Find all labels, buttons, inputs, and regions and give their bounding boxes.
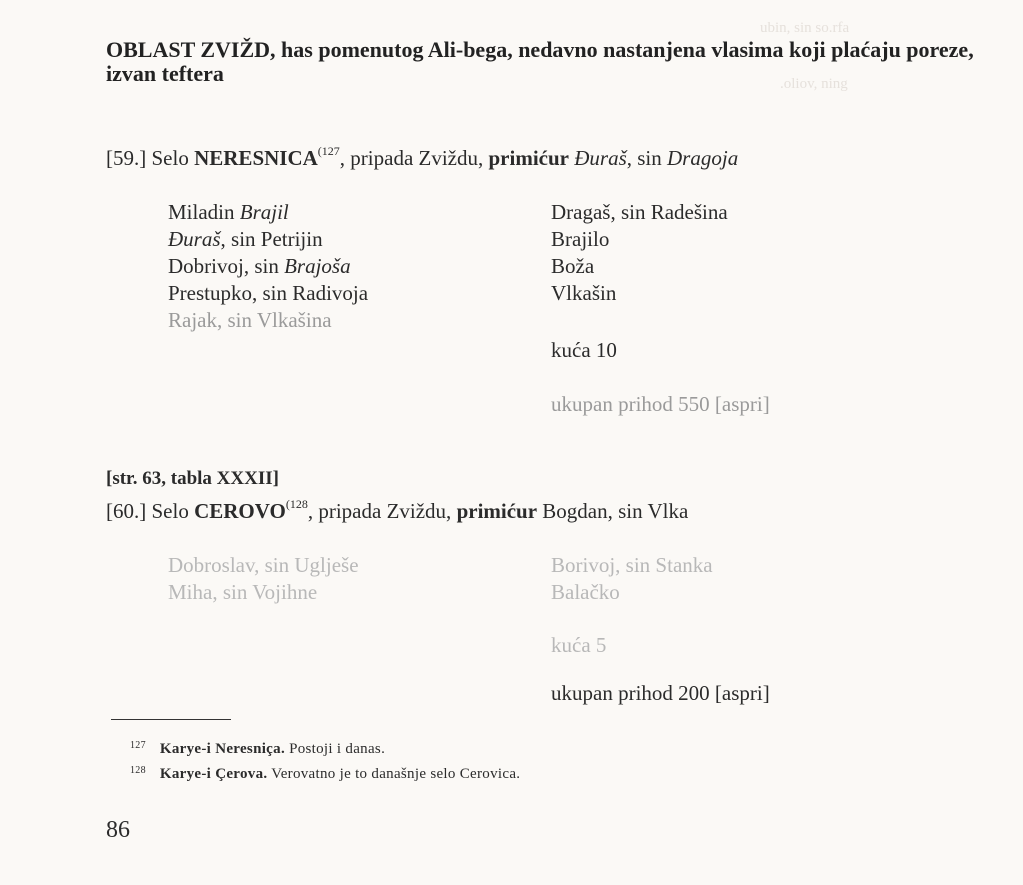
page-reference: [str. 63, tabla XXXII] [106, 468, 279, 489]
list-item: Balačko [551, 580, 620, 604]
holder-sep: , sin [626, 146, 662, 170]
footnote-text: Verovatno je to današnje selo Cerovica. [271, 766, 521, 782]
footnote [130, 736, 385, 759]
house-count: kuća 5 [551, 633, 607, 657]
village-prefix: Selo [151, 146, 189, 170]
left-name-list [168, 199, 368, 334]
bleed-through-text: .oliov, ning [780, 76, 848, 92]
footnote-term: Karye-i Neresniça. [159, 741, 285, 757]
left-name-list [168, 552, 359, 606]
holder-name: Đuraš [574, 146, 627, 170]
list-item: Miladin Brajil [168, 200, 289, 224]
right-name-list [551, 199, 728, 307]
footnote [130, 761, 520, 784]
list-item: Vlkašin [551, 281, 617, 305]
entry-heading-60 [106, 499, 688, 523]
role-label: primićur [456, 499, 538, 523]
holder-name: Bogdan, sin Vlka [542, 499, 689, 523]
house-count: kuća 10 [551, 338, 617, 362]
entry-heading-59 [106, 146, 738, 170]
entry-middle: , pripada Zviždu, [339, 146, 484, 170]
entry-number: [60.] [106, 499, 147, 523]
list-item: Miha, sin Vojihne [168, 580, 318, 604]
section-title: OBLAST ZVIŽD, has pomenutog Ali-bega, nedavno nastanjena vlasima koji plaćaju poreze, izvan teftera [106, 37, 974, 86]
list-item: Dobroslav, sin Uglješe [168, 553, 359, 577]
list-item: Boža [551, 254, 595, 278]
footnote-ref: (128 [285, 497, 308, 511]
village-name: CEROVO [194, 499, 286, 523]
list-item: Borivoj, sin Stanka [551, 553, 713, 577]
footnote-number: 128 [130, 765, 146, 776]
total-income: ukupan prihod 200 [aspri] [551, 681, 770, 705]
total-income: ukupan prihod 550 [aspri] [551, 392, 770, 416]
village-name: NERESNICA [194, 146, 318, 170]
bleed-through-text: ubin, sin so.rfa [760, 20, 850, 36]
role-label: primićur [488, 146, 569, 170]
list-item: Dobrivoj, sin Brajoša [168, 254, 351, 278]
entry-middle: , pripada Zviždu, [307, 499, 452, 523]
list-item: Đuraš, sin Petrijin [168, 227, 323, 251]
list-item: Rajak, sin Vlkašina [168, 308, 332, 332]
village-prefix: Selo [151, 499, 189, 523]
right-name-list [551, 552, 713, 606]
holder-father: Dragoja [667, 146, 739, 170]
list-item: Prestupko, sin Radivoja [168, 281, 369, 305]
footnote-divider [111, 719, 231, 720]
list-item: Dragaš, sin Radešina [551, 200, 728, 224]
footnote-term: Karye-i Çerova. [159, 766, 268, 782]
footnote-text: Postoji i danas. [289, 741, 386, 757]
list-item: Brajilo [551, 227, 610, 251]
page-number: 86 [106, 817, 130, 843]
footnote-ref: (127 [317, 144, 340, 158]
entry-number: [59.] [106, 146, 147, 170]
footnote-number: 127 [130, 740, 146, 751]
